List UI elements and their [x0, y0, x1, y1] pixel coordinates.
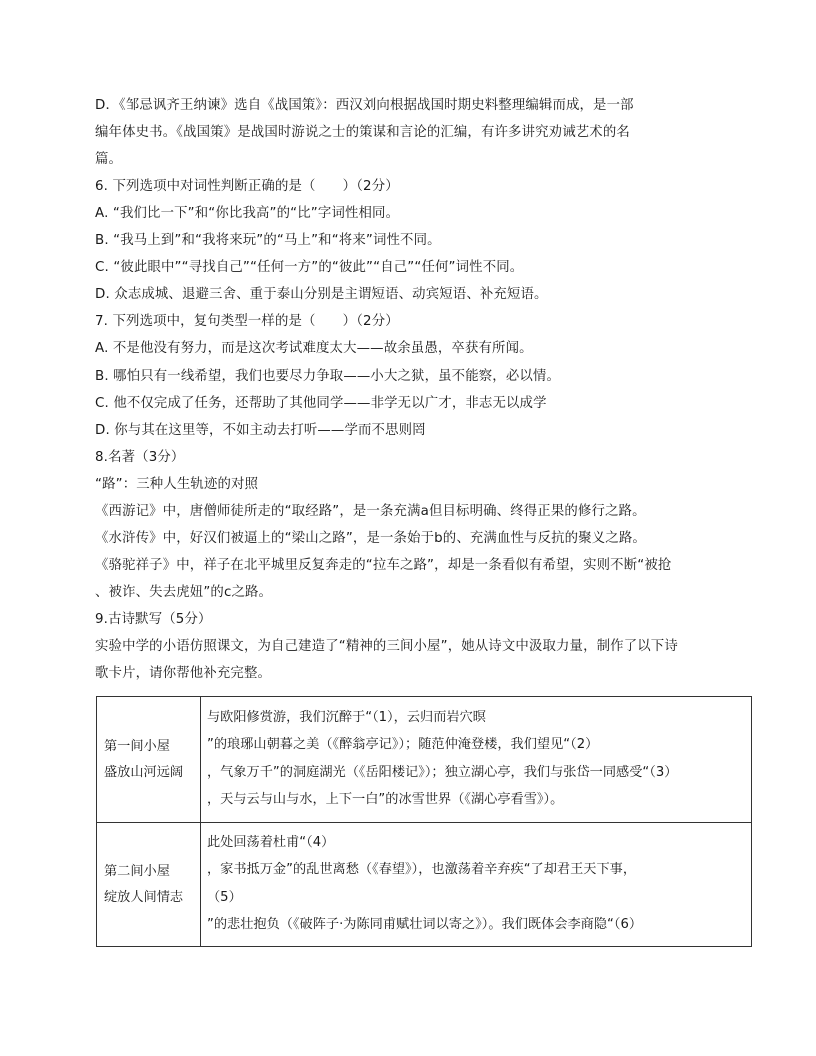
- question-7-option-c: C. 他不仅完成了任务，还帮助了其他同学——非学无以广才，非志无以成学: [95, 396, 547, 411]
- question-9-intro-1: 实验中学的小语仿照课文，为自己建造了“精神的三间小屋”，她从诗文中汲取力量，制作了以下诗: [95, 639, 678, 654]
- question-6-option-d: D. 众志成城、退避三舍、重于泰山分别是主谓短语、动宾短语、补充短语。: [95, 287, 548, 302]
- room-label-cell: [97, 823, 201, 947]
- content-line: 此处回荡着杜甫“（4）: [207, 834, 335, 850]
- question-7-option-a: A. 不是他没有努力，而是这次考试难度太大——故余虽愚，卒获有所闻。: [95, 341, 533, 356]
- room-content-cell: [201, 697, 752, 823]
- content-line: ，气象万千”的洞庭湖光（《岳阳楼记》）；独立湖心亭，我们与张岱一同感受“（3）: [207, 764, 678, 780]
- question-9-intro-2: 歌卡片，请你帮他补充完整。: [95, 666, 272, 681]
- room-theme: 盛放山河远阔: [104, 764, 184, 780]
- room-name: 第二间小屋: [104, 863, 170, 879]
- content-line: （5）: [207, 889, 242, 905]
- poetry-card-table: [96, 696, 752, 947]
- content-line: ，家书抵万金”的乱世离愁（《春望》），也激荡着辛弃疾“了却君王天下事，: [207, 862, 637, 877]
- room-content-cell: [201, 823, 752, 947]
- option-d-line-2: 编年体史书。《战国策》是战国时游说之士的策谋和言论的汇编，有许多讲究劝诫艺术的名: [95, 125, 630, 140]
- room-theme: 绽放人间情志: [104, 889, 184, 905]
- question-7-stem: 7. 下列选项中，复句类型一样的是（ ）（2分）: [95, 314, 399, 329]
- option-d-line-1: D．《邹忌讽齐王纳谏》选自《战国策》：西汉刘向根据战国时期史料整理编辑而成，是一部: [95, 98, 634, 113]
- content-line: 与欧阳修赏游，我们沉醉于“（1），云归而岩穴暝: [207, 709, 486, 725]
- question-6-option-b: B. “我马上到”和“我将来玩”的“马上”和“将来”词性不同。: [95, 233, 441, 248]
- question-7-option-d: D. 你与其在这里等，不如主动去打听——学而不思则罔: [95, 423, 426, 438]
- question-9-stem: 9.古诗默写（5分）: [95, 612, 212, 627]
- question-8-topic: “路”：三种人生轨迹的对照: [95, 477, 259, 492]
- question-8-stem: 8.名著（3分）: [95, 450, 185, 465]
- question-8-journey-west: 《西游记》中，唐僧师徒所走的“取经路”，是一条充满a但目标明确、终得正果的修行之路。: [95, 504, 646, 519]
- table-row: [97, 697, 752, 823]
- content-line: ”的悲壮抱负（《破阵子·为陈同甫赋壮词以寄之》）。我们既体会李商隐“（6）: [207, 917, 643, 932]
- question-8-water-margin: 《水浒传》中，好汉们被逼上的“梁山之路”，是一条始于b的、充满血性与反抗的聚义之路。: [95, 531, 646, 546]
- content-line: ，天与云与山与水，上下一白”的冰雪世界（《湖心亭看雪》）。: [207, 792, 564, 807]
- option-d-line-3: 篇。: [95, 152, 123, 167]
- question-6-stem: 6. 下列选项中对词性判断正确的是（ ）（2分）: [95, 179, 399, 194]
- question-7-option-b: B. 哪怕只有一线希望，我们也要尽力争取——小大之狱，虽不能察，必以情。: [95, 369, 560, 384]
- room-name: 第一间小屋: [104, 738, 170, 754]
- question-8-camel-xiangzi-2: 、被诈、失去虎妞”的c之路。: [95, 585, 273, 600]
- content-line: ”的琅琊山朝暮之美（《醉翁亭记》）；随范仲淹登楼，我们望见“（2）: [207, 737, 599, 752]
- question-8-camel-xiangzi-1: 《骆驼祥子》中，祥子在北平城里反复奔走的“拉车之路”，却是一条看似有希望，实则不断“被抢: [95, 558, 672, 573]
- question-6-option-c: C. “彼此眼中”“寻找自己”“任何一方”的“彼此”“自己”“任何”词性不同。: [95, 260, 524, 275]
- room-label-cell: [97, 697, 201, 823]
- question-6-option-a: A. “我们比一下”和“你比我高”的“比”字词性相同。: [95, 206, 400, 221]
- table-row: [97, 823, 752, 947]
